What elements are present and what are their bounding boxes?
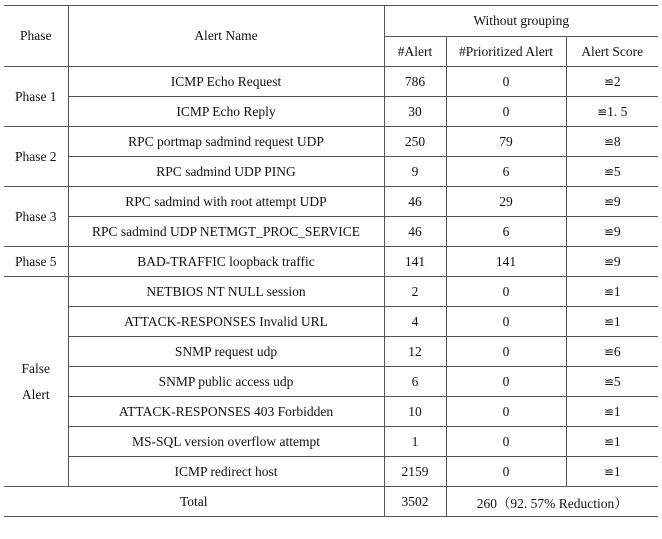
alert-name-cell: RPC sadmind UDP NETMGT_PROC_SERVICE xyxy=(68,217,384,247)
table-row xyxy=(4,337,658,367)
approx-symbol: ≌ xyxy=(597,104,608,119)
score-cell xyxy=(566,307,658,337)
prioritized-cell: 0 xyxy=(446,337,566,367)
alert-name-cell: BAD-TRAFFIC loopback traffic xyxy=(68,247,384,277)
score-cell xyxy=(566,337,658,367)
prioritized-cell: 0 xyxy=(446,97,566,127)
score-cell xyxy=(566,247,658,277)
table-row xyxy=(4,307,658,337)
approx-symbol: ≌ xyxy=(603,194,614,209)
alert-count-cell: 1 xyxy=(384,427,446,457)
header-alert-score: Alert Score xyxy=(566,37,658,67)
alert-count-cell: 6 xyxy=(384,367,446,397)
alert-name-cell: ATTACK-RESPONSES 403 Forbidden xyxy=(68,397,384,427)
score-value: 1. 5 xyxy=(607,103,628,119)
approx-symbol: ≌ xyxy=(603,344,614,359)
alert-count-cell: 250 xyxy=(384,127,446,157)
score-value: 1 xyxy=(613,433,621,449)
alert-count-cell: 12 xyxy=(384,337,446,367)
alert-count-cell: 786 xyxy=(384,67,446,97)
phase-cell: Phase 3 xyxy=(4,187,68,247)
table-row xyxy=(4,187,658,217)
table-row xyxy=(4,427,658,457)
prioritized-cell: 0 xyxy=(446,457,566,487)
phase-cell: Phase 2 xyxy=(4,127,68,187)
score-value: 1 xyxy=(613,403,621,419)
table-row xyxy=(4,217,658,247)
score-value: 2 xyxy=(613,73,621,89)
alert-name-cell: SNMP request udp xyxy=(68,337,384,367)
table-row xyxy=(4,397,658,427)
alert-count-cell: 2 xyxy=(384,277,446,307)
header-alert-count: #Alert xyxy=(384,37,446,67)
score-value: 1 xyxy=(613,283,621,299)
approx-symbol: ≌ xyxy=(603,74,614,89)
header-without-grouping: Without grouping xyxy=(384,6,658,37)
header-alert-name: Alert Name xyxy=(68,6,384,67)
prioritized-cell: 0 xyxy=(446,397,566,427)
alert-name-cell: RPC sadmind UDP PING xyxy=(68,157,384,187)
score-cell xyxy=(566,397,658,427)
prioritized-cell: 29 xyxy=(446,187,566,217)
score-cell xyxy=(566,187,658,217)
score-value: 9 xyxy=(613,253,621,269)
approx-symbol: ≌ xyxy=(603,164,614,179)
approx-symbol: ≌ xyxy=(603,284,614,299)
total-label: Total xyxy=(4,487,384,517)
approx-symbol: ≌ xyxy=(603,434,614,449)
alert-count-cell: 10 xyxy=(384,397,446,427)
table-row xyxy=(4,247,658,277)
prioritized-cell: 0 xyxy=(446,277,566,307)
score-cell xyxy=(566,427,658,457)
alert-count-cell: 4 xyxy=(384,307,446,337)
score-value: 9 xyxy=(613,193,621,209)
approx-symbol: ≌ xyxy=(603,404,614,419)
score-cell xyxy=(566,157,658,187)
score-value: 6 xyxy=(613,343,621,359)
approx-symbol: ≌ xyxy=(603,314,614,329)
prioritized-cell: 141 xyxy=(446,247,566,277)
prioritized-cell: 0 xyxy=(446,67,566,97)
alert-count-cell: 46 xyxy=(384,187,446,217)
approx-symbol: ≌ xyxy=(603,374,614,389)
prioritized-cell: 79 xyxy=(446,127,566,157)
alert-count-cell: 46 xyxy=(384,217,446,247)
prioritized-cell: 6 xyxy=(446,217,566,247)
alert-name-cell: ICMP Echo Request xyxy=(68,67,384,97)
score-value: 9 xyxy=(613,223,621,239)
score-cell xyxy=(566,97,658,127)
alert-count-cell: 2159 xyxy=(384,457,446,487)
alert-name-cell: ATTACK-RESPONSES Invalid URL xyxy=(68,307,384,337)
table-row xyxy=(4,277,658,307)
header-prioritized: #Prioritized Alert xyxy=(446,37,566,67)
phase-cell: Phase 5 xyxy=(4,247,68,277)
alert-name-cell: MS-SQL version overflow attempt xyxy=(68,427,384,457)
phase-label-line: False xyxy=(21,360,50,376)
score-value: 5 xyxy=(613,373,621,389)
alert-name-cell: ICMP redirect host xyxy=(68,457,384,487)
approx-symbol: ≌ xyxy=(603,224,614,239)
table-row xyxy=(4,457,658,487)
approx-symbol: ≌ xyxy=(603,254,614,269)
table-body xyxy=(4,67,658,487)
alert-count-cell: 141 xyxy=(384,247,446,277)
prioritized-cell: 6 xyxy=(446,157,566,187)
score-value: 8 xyxy=(613,133,621,149)
total-prioritized: 260（92. 57% Reduction） xyxy=(446,487,658,517)
alert-name-cell: ICMP Echo Reply xyxy=(68,97,384,127)
phase-label-line: Alert xyxy=(21,386,50,402)
alert-name-cell: NETBIOS NT NULL session xyxy=(68,277,384,307)
total-alert: 3502 xyxy=(384,487,446,517)
header-phase: Phase xyxy=(4,6,68,67)
score-cell xyxy=(566,457,658,487)
prioritized-cell: 0 xyxy=(446,367,566,397)
table-row xyxy=(4,97,658,127)
table-row xyxy=(4,157,658,187)
prioritized-cell: 0 xyxy=(446,427,566,457)
alert-name-cell: RPC portmap sadmind request UDP xyxy=(68,127,384,157)
alert-name-cell: SNMP public access udp xyxy=(68,367,384,397)
phase-cell xyxy=(4,277,68,487)
alert-count-cell: 9 xyxy=(384,157,446,187)
table-row xyxy=(4,127,658,157)
alert-name-cell: RPC sadmind with root attempt UDP xyxy=(68,187,384,217)
table-row xyxy=(4,367,658,397)
alert-count-cell: 30 xyxy=(384,97,446,127)
score-value: 1 xyxy=(613,463,621,479)
alert-table xyxy=(4,5,658,517)
approx-symbol: ≌ xyxy=(603,134,614,149)
score-cell xyxy=(566,277,658,307)
score-cell xyxy=(566,217,658,247)
score-cell xyxy=(566,127,658,157)
phase-cell: Phase 1 xyxy=(4,67,68,127)
prioritized-cell: 0 xyxy=(446,307,566,337)
approx-symbol: ≌ xyxy=(603,464,614,479)
table-row xyxy=(4,67,658,97)
score-cell xyxy=(566,67,658,97)
score-value: 5 xyxy=(613,163,621,179)
score-value: 1 xyxy=(613,313,621,329)
score-cell xyxy=(566,367,658,397)
